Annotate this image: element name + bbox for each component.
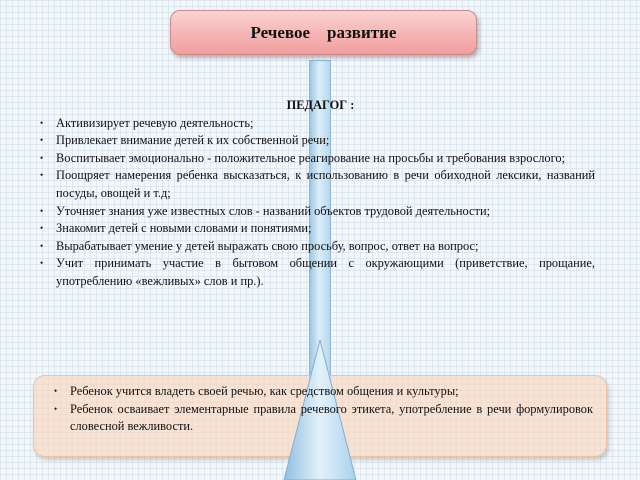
title-text: Речевое развитие <box>250 22 397 42</box>
bullet-icon: • <box>54 403 58 414</box>
result-section <box>54 383 593 436</box>
list-item: • Ребенок учится владеть своей речью, как средством общения и культуры; <box>60 383 593 401</box>
list-item: • Ребенок осваивает элементарные правила речевого этикета, употребление в речи формулировок словесной вежливости. <box>54 401 593 434</box>
title-box <box>170 10 477 55</box>
list-item: • Поощряет намерения ребенка высказаться, к использованию в речи обиходной лексики, названий посуды, овощей и т.д; <box>40 168 595 200</box>
result-list <box>54 383 593 436</box>
bullet-icon: • <box>40 205 44 216</box>
list-item: • Вырабатывает умение у детей выражать свою просьбу, вопрос, ответ на вопрос; <box>46 238 595 256</box>
bullet-icon: • <box>40 152 44 163</box>
pedagog-heading: ПЕДАГОГ : <box>286 98 355 112</box>
bullet-icon: • <box>54 386 58 396</box>
list-item: • Учит принимать участие в бытовом общении с окружающими (приветствие, прощание, употреблению «вежливых» слов и пр.). <box>40 256 595 288</box>
list-item: • Привлекает внимание детей к их собственной речи; <box>46 132 595 150</box>
pedagog-list <box>40 115 595 291</box>
list-item: • Знакомит детей с новыми словами и понятиями; <box>46 220 595 238</box>
list-item: • Уточняет знания уже известных слов - названий объектов трудовой деятельности; <box>46 203 595 221</box>
pedagog-section <box>40 97 595 291</box>
list-item: • Активизирует речевую деятельность; <box>46 115 595 133</box>
bullet-icon: • <box>40 223 44 234</box>
list-item: • Воспитывает эмоционально - положительное реагирование на просьбы и требования взрослого; <box>46 150 595 168</box>
bullet-icon: • <box>40 258 44 269</box>
bullet-icon: • <box>40 170 44 181</box>
bullet-icon: • <box>40 240 44 251</box>
bullet-icon: • <box>40 135 44 146</box>
bullet-icon: • <box>40 117 44 128</box>
